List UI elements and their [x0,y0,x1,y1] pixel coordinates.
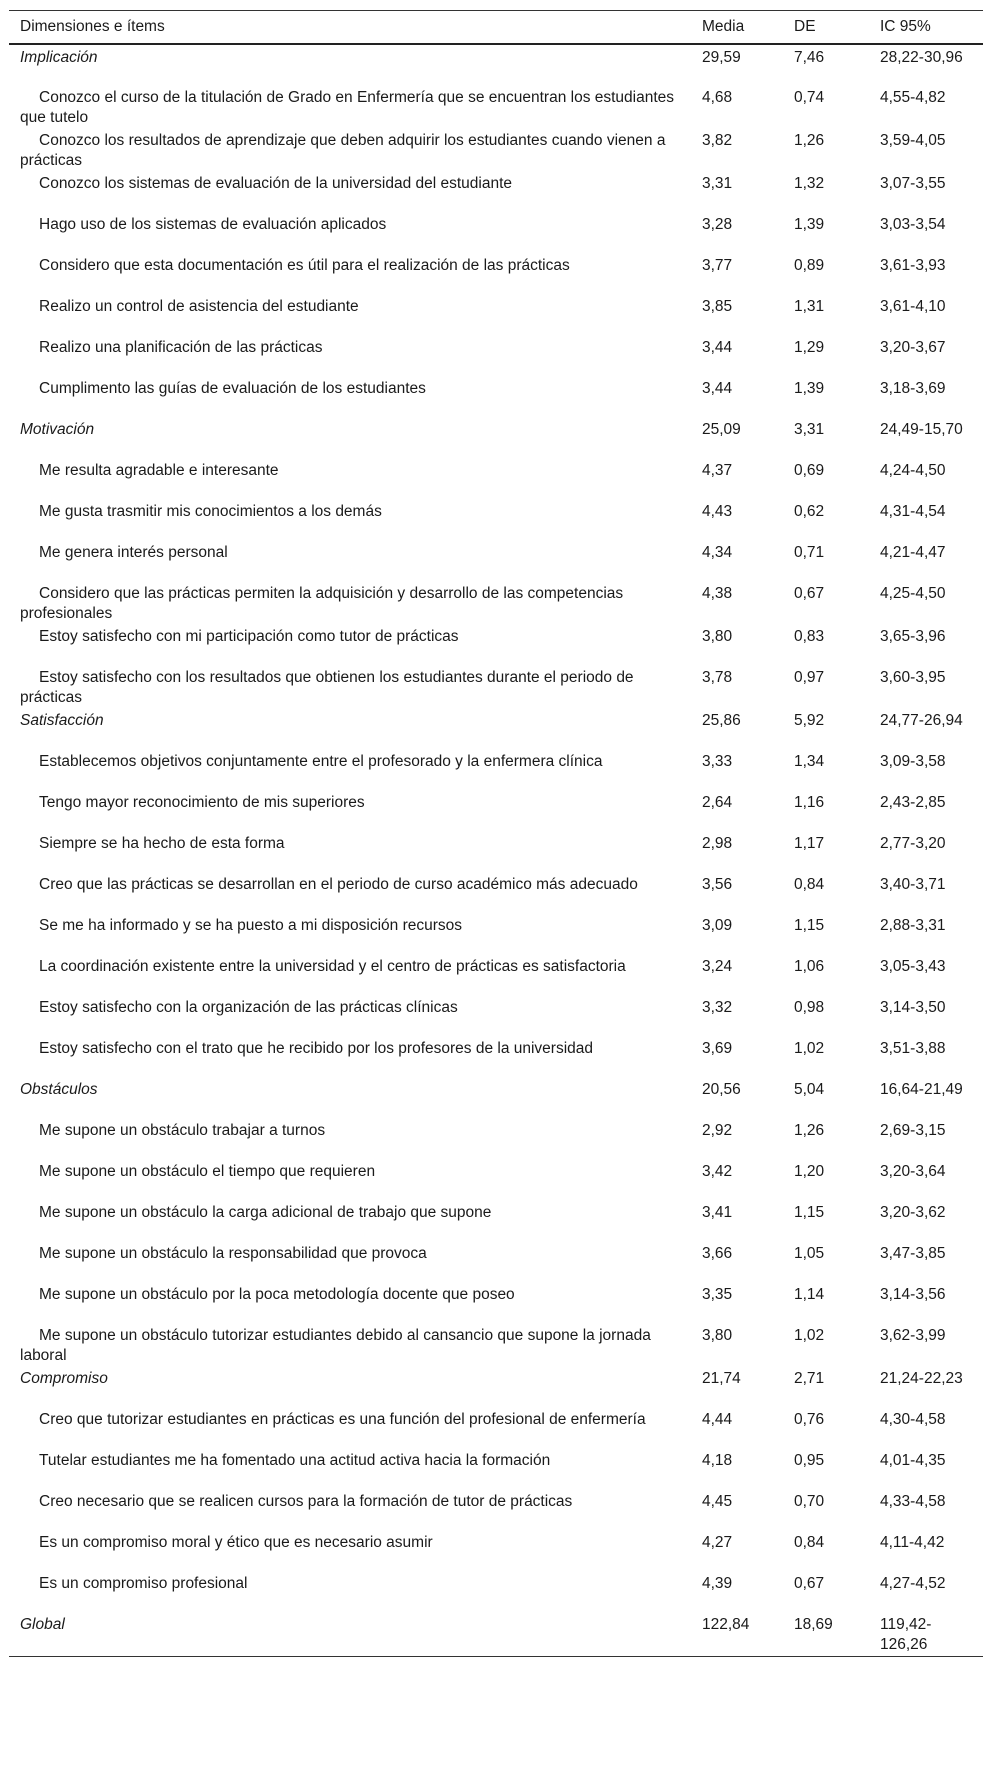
cell-label: Me resulta agradable e interesante [39,462,279,479]
dimension-row [9,44,983,85]
cell-label: Me supone un obstáculo trabajar a turnos [39,1122,326,1139]
cell-de: 0,62 [794,503,825,520]
cell-label: Global [9,1612,691,1656]
cell-label: Estoy satisfecho con el trato que he recibido por los profesores de la universidad [39,1040,594,1057]
cell-label: Es un compromiso profesional [39,1575,248,1592]
dimension-row [9,417,983,458]
item-row [9,1282,983,1323]
cell-label: Estoy satisfecho con los resultados que obtienen los estudiantes durante el periodo de prácticas [20,669,634,706]
cell-de: 1,39 [794,380,825,397]
item-row [9,624,983,665]
results-table [9,10,983,1657]
cell-ic: 4,30-4,58 [880,1411,946,1428]
cell-label: Motivación [20,421,95,438]
dimension-row [9,708,983,749]
cell-ic: 3,14-3,50 [880,999,946,1016]
cell-de: 0,67 [794,1575,825,1592]
item-row [9,1489,983,1530]
cell-label: Satisfacción [20,712,104,729]
item-row [9,581,983,624]
cell-label: Es un compromiso moral y ético que es necesario asumir [39,1534,433,1551]
cell-label: Creo necesario que se realicen cursos para la formación de tutor de prácticas [39,1493,573,1510]
cell-ic: 24,49-15,70 [880,421,963,438]
cell-media: 4,37 [702,462,733,479]
cell-media: 4,18 [702,1452,733,1469]
item-row [9,212,983,253]
cell-label: Implicación [20,49,98,66]
cell-media: 4,68 [702,89,733,106]
item-row [9,85,983,128]
cell-ic: 3,07-3,55 [880,175,946,192]
cell-ic: 28,22-30,96 [880,49,963,66]
item-row [9,831,983,872]
cell-media: 29,59 [702,49,741,66]
cell-label: La coordinación existente entre la universidad y el centro de prácticas es satisfactoria [39,958,626,975]
cell-media: 2,98 [702,835,733,852]
cell-media: 3,82 [702,132,733,149]
cell-de: 1,26 [794,1122,825,1139]
cell-media: 3,69 [702,1040,733,1057]
cell-de: 1,02 [794,1327,825,1344]
item-row [9,294,983,335]
cell-ic: 3,61-3,93 [880,257,946,274]
item-row [9,1036,983,1077]
item-row [9,913,983,954]
cell-label: Siempre se ha hecho de esta forma [39,835,285,852]
cell-media: 3,66 [702,1245,733,1262]
dimension-row [9,1612,983,1656]
cell-ic: 2,69-3,15 [880,1122,946,1139]
cell-ic: 3,59-4,05 [880,132,946,149]
cell-label: Me gusta trasmitir mis conocimientos a los demás [39,503,382,520]
cell-media: 4,44 [702,1411,733,1428]
cell-ic: 2,88-3,31 [880,917,946,934]
item-row [9,790,983,831]
cell-label: Considero que esta documentación es útil para el realización de las prácticas [39,257,570,274]
item-row [9,1159,983,1200]
cell-de: 1,02 [794,1040,825,1057]
cell-ic: 3,40-3,71 [880,876,946,893]
cell-media: 3,28 [702,216,733,233]
cell-media: 3,24 [702,958,733,975]
cell-label: Estoy satisfecho con mi participación como tutor de prácticas [39,628,459,645]
item-row [9,665,983,708]
cell-de: 0,84 [794,876,825,893]
cell-media: 3,09 [702,917,733,934]
cell-label: Conozco los sistemas de evaluación de la universidad del estudiante [39,175,513,192]
cell-de: 0,95 [794,1452,825,1469]
cell-label: Realizo un control de asistencia del estudiante [39,298,359,315]
cell-de: 0,74 [794,89,825,106]
cell-media: 3,31 [702,175,733,192]
cell-de: 1,39 [794,216,825,233]
cell-label: Estoy satisfecho con la organización de las prácticas clínicas [39,999,458,1016]
cell-de: 1,20 [794,1163,825,1180]
cell-media: 3,41 [702,1204,733,1221]
cell-label: Me supone un obstáculo tutorizar estudiantes debido al cansancio que supone la jornada laboral [20,1327,651,1364]
cell-ic: 3,14-3,56 [880,1286,946,1303]
cell-ic: 3,47-3,85 [880,1245,946,1262]
cell-label: Creo que tutorizar estudiantes en prácticas es una función del profesional de enfermería [39,1411,646,1428]
item-row [9,1323,983,1366]
cell-de: 1,14 [794,1286,825,1303]
cell-label: Cumplimento las guías de evaluación de los estudiantes [39,380,426,397]
results-table-container [9,10,983,1657]
header-item: Dimensiones e ítems [9,11,691,45]
cell-media: 4,38 [702,585,733,602]
cell-media: 2,64 [702,794,733,811]
dimension-row [9,1077,983,1118]
header-ic: IC 95% [869,11,983,45]
cell-media: 4,34 [702,544,733,561]
item-row [9,1571,983,1612]
cell-label: Conozco los resultados de aprendizaje que deben adquirir los estudiantes cuando vienen a prácticas [20,132,666,169]
cell-label: Me supone un obstáculo la carga adicional de trabajo que supone [39,1204,492,1221]
cell-de: 1,32 [794,175,825,192]
cell-media: 3,33 [702,753,733,770]
cell-media: 122,84 [691,1612,783,1656]
cell-ic: 21,24-22,23 [880,1370,963,1387]
item-row [9,1241,983,1282]
cell-media: 3,80 [702,1327,733,1344]
cell-media: 25,09 [702,421,741,438]
cell-de: 0,76 [794,1411,825,1428]
item-row [9,1530,983,1571]
dimension-row [9,1366,983,1407]
cell-media: 4,45 [702,1493,733,1510]
item-row [9,1407,983,1448]
cell-label: Realizo una planificación de las prácticas [39,339,323,356]
cell-ic: 16,64-21,49 [880,1081,963,1098]
cell-de: 1,15 [794,917,825,934]
cell-de: 0,97 [794,669,825,686]
cell-de: 1,05 [794,1245,825,1262]
cell-media: 3,35 [702,1286,733,1303]
item-row [9,171,983,212]
cell-de: 1,29 [794,339,825,356]
cell-media: 3,56 [702,876,733,893]
table-header [9,11,983,45]
item-row [9,749,983,790]
cell-media: 4,27 [702,1534,733,1551]
cell-ic: 4,01-4,35 [880,1452,946,1469]
item-row [9,458,983,499]
cell-ic: 3,05-3,43 [880,958,946,975]
cell-de: 0,84 [794,1534,825,1551]
item-row [9,1448,983,1489]
cell-de: 5,92 [794,712,825,729]
cell-ic: 2,77-3,20 [880,835,946,852]
item-row [9,540,983,581]
cell-ic: 3,65-3,96 [880,628,946,645]
item-row [9,128,983,171]
cell-de: 1,17 [794,835,825,852]
cell-ic: 3,20-3,67 [880,339,946,356]
cell-ic: 2,43-2,85 [880,794,946,811]
cell-label: Compromiso [20,1370,108,1387]
cell-ic: 4,25-4,50 [880,585,946,602]
cell-label: Me supone un obstáculo la responsabilidad que provoca [39,1245,427,1262]
cell-label: Hago uso de los sistemas de evaluación aplicados [39,216,387,233]
cell-de: 0,69 [794,462,825,479]
cell-ic: 4,21-4,47 [880,544,946,561]
cell-label: Obstáculos [20,1081,98,1098]
cell-media: 25,86 [702,712,741,729]
cell-ic: 3,51-3,88 [880,1040,946,1057]
cell-de: 0,70 [794,1493,825,1510]
cell-media: 3,44 [702,339,733,356]
cell-ic: 3,03-3,54 [880,216,946,233]
header-de: DE [783,11,869,45]
header-row [9,11,983,45]
cell-de: 1,26 [794,132,825,149]
cell-label: Me supone un obstáculo por la poca metodología docente que poseo [39,1286,515,1303]
cell-ic: 4,55-4,82 [880,89,946,106]
cell-de: 2,71 [794,1370,825,1387]
item-row [9,872,983,913]
cell-media: 21,74 [702,1370,741,1387]
cell-ic: 3,60-3,95 [880,669,946,686]
cell-de: 7,46 [794,49,825,66]
cell-de: 0,71 [794,544,825,561]
cell-ic: 3,62-3,99 [880,1327,946,1344]
cell-ic: 3,09-3,58 [880,753,946,770]
item-row [9,376,983,417]
cell-de: 1,06 [794,958,825,975]
item-row [9,1200,983,1241]
cell-label: Establecemos objetivos conjuntamente entre el profesorado y la enfermera clínica [39,753,603,770]
cell-ic: 3,20-3,62 [880,1204,946,1221]
cell-label: Conozco el curso de la titulación de Grado en Enfermería que se encuentran los estudiantes que tutelo [20,89,675,126]
cell-ic: 119,42-126,26 [869,1612,983,1656]
cell-ic: 24,77-26,94 [880,712,963,729]
cell-ic: 3,18-3,69 [880,380,946,397]
cell-de: 0,83 [794,628,825,645]
cell-de: 0,98 [794,999,825,1016]
table-body [9,44,983,1656]
cell-de: 1,16 [794,794,825,811]
cell-media: 4,43 [702,503,733,520]
cell-ic: 3,61-4,10 [880,298,946,315]
item-row [9,995,983,1036]
item-row [9,1118,983,1159]
cell-de: 1,34 [794,753,825,770]
cell-media: 3,80 [702,628,733,645]
cell-ic: 4,11-4,42 [880,1534,945,1551]
cell-media: 3,77 [702,257,733,274]
cell-media: 3,42 [702,1163,733,1180]
cell-media: 3,32 [702,999,733,1016]
cell-ic: 3,20-3,64 [880,1163,946,1180]
cell-ic: 4,33-4,58 [880,1493,946,1510]
cell-de: 1,15 [794,1204,825,1221]
cell-de: 5,04 [794,1081,825,1098]
item-row [9,954,983,995]
cell-de: 18,69 [783,1612,869,1656]
cell-media: 2,92 [702,1122,733,1139]
item-row [9,335,983,376]
cell-de: 3,31 [794,421,825,438]
cell-media: 4,39 [702,1575,733,1592]
cell-media: 20,56 [702,1081,741,1098]
item-row [9,499,983,540]
cell-media: 3,78 [702,669,733,686]
cell-de: 1,31 [794,298,825,315]
cell-media: 3,85 [702,298,733,315]
cell-label: Se me ha informado y se ha puesto a mi disposición recursos [39,917,463,934]
cell-label: Tutelar estudiantes me ha fomentado una actitud activa hacia la formación [39,1452,551,1469]
cell-label: Me genera interés personal [39,544,228,561]
cell-label: Considero que las prácticas permiten la adquisición y desarrollo de las competencias profesionales [20,585,624,622]
header-media: Media [691,11,783,45]
cell-ic: 4,31-4,54 [880,503,946,520]
cell-label: Tengo mayor reconocimiento de mis superiores [39,794,365,811]
item-row [9,253,983,294]
cell-label: Creo que las prácticas se desarrollan en el periodo de curso académico más adecuado [39,876,638,893]
cell-de: 0,67 [794,585,825,602]
cell-ic: 4,27-4,52 [880,1575,946,1592]
cell-de: 0,89 [794,257,825,274]
cell-ic: 4,24-4,50 [880,462,946,479]
cell-label: Me supone un obstáculo el tiempo que requieren [39,1163,376,1180]
cell-media: 3,44 [702,380,733,397]
